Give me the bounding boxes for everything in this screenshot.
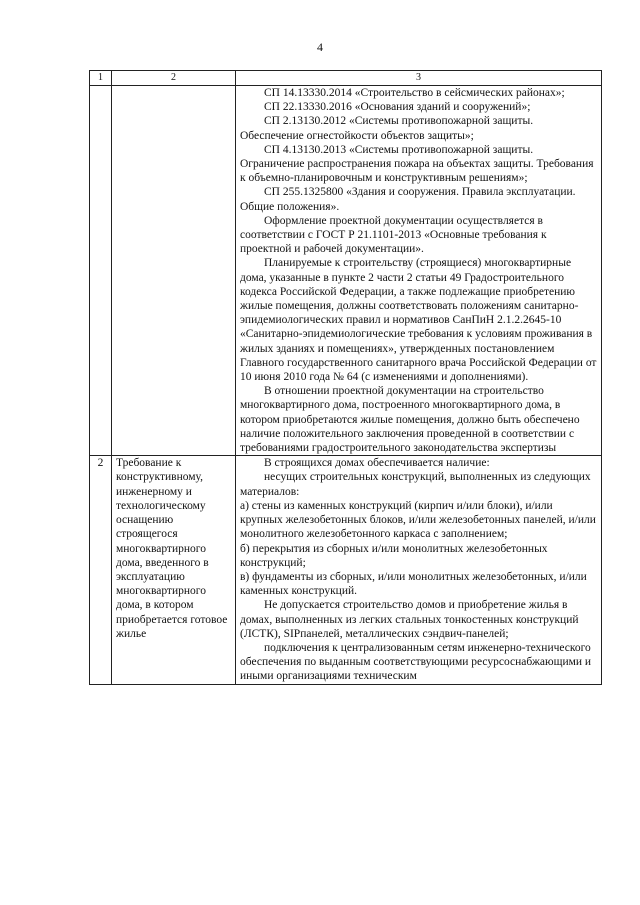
column-number-2: 2	[112, 71, 236, 86]
row-number	[90, 86, 112, 456]
paragraph: подключения к централизованным сетям инженерно-технического обеспечения по выданным соответствующими ресурсоснабжающими и иными организациями техническим	[240, 641, 592, 683]
paragraph: СП 2.13130.2012 «Системы противопожарной защиты. Обеспечение огнестойкости объектов защиты»;	[240, 115, 534, 142]
requirement-cell	[112, 86, 236, 456]
column-number-3: 3	[236, 71, 602, 86]
paragraph: в) фундаменты из сборных, и/или монолитных железобетонных, и/или каменных конструкций.	[240, 570, 587, 598]
paragraph: Не допускается строительство домов и приобретение жилья в домах, выполненных из легких стальных тонкостенных конструкций (ЛСТК), SIPпанелей, металлических сэндвич-панелей;	[240, 599, 579, 640]
paragraph: Планируемые к строительству (строящиеся) многоквартирные дома, указанные в пункте 2 части 2 статьи 49 Градостроительного кодекса Российской Федерации, а также подлежащие приобретению жилые помещения, должны соответствовать положениям санитарно-эпидемиологических правил и нормативов СанПиН 2.1.2.2645-10 «Санитарно-эпидемиологические требования к условиям проживания в жилых зданиях и помещениях», утвержденных постановлением Главного государственного санитарного врача Российской Федерации от 10 июня 2010 года № 64 (с изменениями и дополнениями).	[240, 257, 597, 384]
content-cell	[236, 456, 602, 684]
paragraph: СП 4.13130.2013 «Системы противопожарной защиты. Ограничение распространения пожара на объектах защиты. Требования к объемно-планировочным и конструктивным решениям»;	[240, 143, 594, 185]
paragraph: СП 22.13330.2016 «Основания зданий и сооружений»;	[264, 101, 531, 114]
paragraph: СП 14.13330.2014 «Строительство в сейсмических районах»;	[264, 87, 565, 99]
paragraph: В строящихся домах обеспечивается наличие:	[264, 457, 490, 470]
paragraph: б) перекрытия из сборных и/или монолитных железобетонных конструкций;	[240, 542, 548, 569]
paragraph: а) стены из каменных конструкций (кирпич и/или блоки), и/или крупных железобетонных блоков, и/или железобетонных панелей, и/или монолитного железобетонного каркаса с заполнением;	[240, 499, 596, 541]
paragraph: СП 255.1325800 «Здания и сооружения. Правила эксплуатации. Общие положения».	[240, 186, 576, 213]
paragraph: несущих строительных конструкций, выполненных из следующих материалов:	[240, 471, 591, 498]
table-header-row	[90, 71, 602, 86]
column-number-1: 1	[90, 71, 112, 86]
requirements-table	[89, 70, 602, 685]
row-number: 2	[90, 456, 112, 684]
page-number: 4	[317, 40, 323, 54]
paragraph: В отношении проектной документации на строительство многоквартирного дома, построенного многоквартирного дома, в котором приобретаются жилые помещения, должно быть обеспечено наличие положительного заключения проведенной в соответствии с требованиями градостроительного законодательства экспертизы	[240, 385, 580, 455]
table-row	[90, 86, 602, 456]
requirement-cell: Требование к конструктивному, инженерному и технологическому оснащению строящегося многоквартирного дома, введенного в эксплуатацию многоквартирного дома, в котором приобретается готовое жилье	[112, 456, 236, 684]
content-cell	[236, 86, 602, 456]
table-row	[90, 456, 602, 684]
paragraph: Оформление проектной документации осуществляется в соответствии с ГОСТ Р 21.1101-2013 «Основные требования к проектной и рабочей документации».	[240, 214, 547, 256]
